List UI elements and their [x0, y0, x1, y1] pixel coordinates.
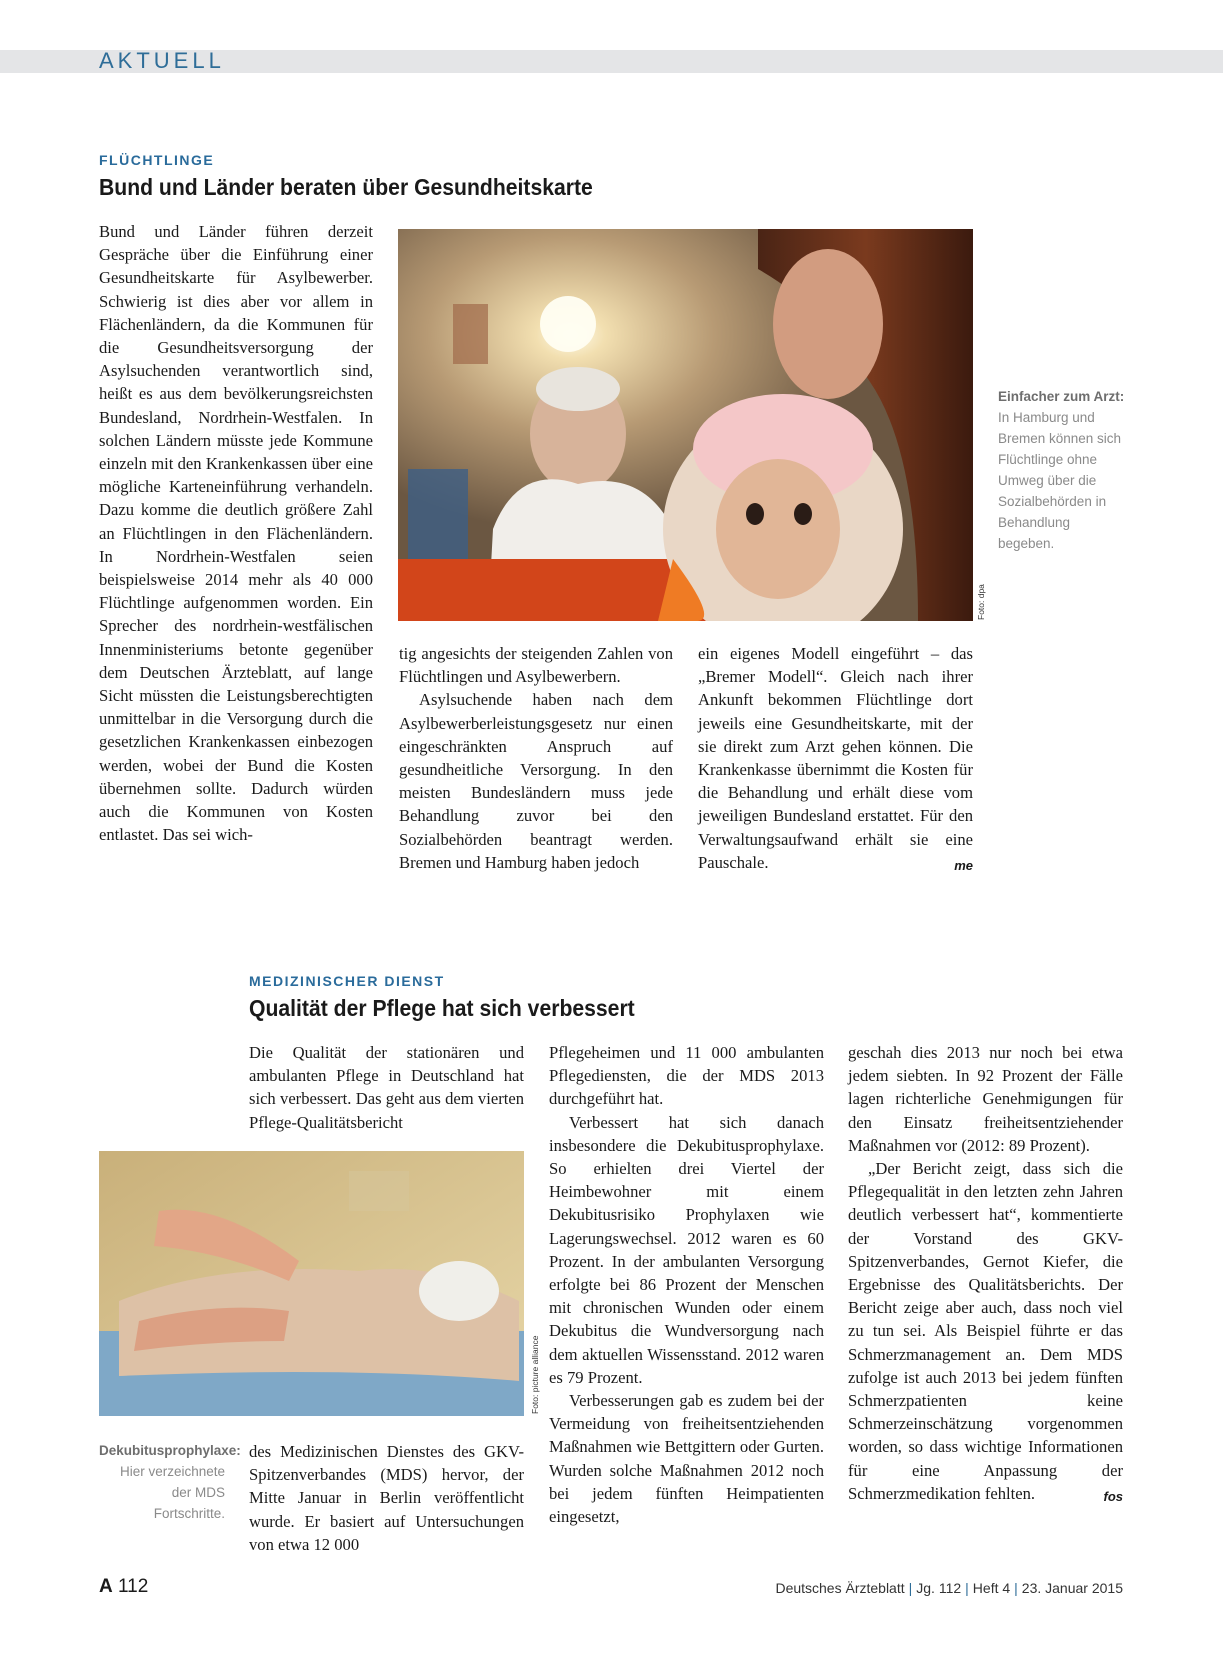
article2-caption-bold: Dekubitusprophylaxe: [99, 1443, 241, 1458]
article1-caption-bold: Einfacher zum Arzt: [998, 389, 1125, 404]
doctor-mother-child-photo [398, 229, 973, 621]
article1-column-2 [399, 642, 673, 874]
article1-headline: Bund und Länder beraten über Gesundheitskarte [99, 174, 593, 200]
article2-photo-credit: Foto: picture alliance [530, 1335, 540, 1414]
article2-signature: fos [1103, 1488, 1123, 1504]
massage-photo [99, 1151, 524, 1416]
article1-column-3 [698, 642, 973, 877]
article1-kicker: FLÜCHTLINGE [99, 152, 215, 168]
journal-info: Deutsches Ärzteblatt | Jg. 112 | Heft 4 | 23. Januar 2015 [775, 1580, 1123, 1596]
article1-col3-text: ein eigenes Modell eingeführt – das „Bremer Modell“. Gleich nach ihrer Ankunft bekommen Flüchtlinge dort jeweils eine Gesundheitskarte, mit der sie direkt zum Arzt gehen können. Die Krankenkasse übernimmt die Kosten für die Behandlung und erhält diese vom jeweiligen Bundesland erstattet. Für den Verwaltungsaufwand erhält sie eine Pauschale. [698, 644, 973, 872]
article2-col3-p2: „Der Bericht zeigt, dass sich die Pflegequalität in den letzten zehn Jahren deutlich verbessert hat“, kommentierte der Vorstand des GKV-Spitzenverbandes, Gernot Kiefer, die Ergebnisse des Qualitätsberichts. Der Bericht zeige aber auch, dass noch viel zu tun sei. Als Beispiel führte er das Schmerzmanagement an. Dem MDS zufolge ist auch 2013 bei jedem fünften Schmerzpatienten keine Schmerzeinschätzung vorgenommen worden, so dass wichtige Informationen für eine Anpassung der Schmerzmedikation fehlten. [848, 1159, 1123, 1503]
article1-col2-p1: tig angesichts der steigenden Zahlen von Flüchtlingen und Asylbewerbern. [399, 644, 673, 687]
section-label: AKTUELL [99, 48, 225, 73]
article2-kicker: MEDIZINISCHER DIENST [249, 973, 445, 989]
article1-signature: me [954, 857, 973, 873]
article2-caption-text: Hier verzeichnete der MDS Fortschritte. [119, 1464, 225, 1521]
article2-column-2 [549, 1041, 824, 1528]
article1-column-1 [99, 220, 373, 846]
page-prefix: A [99, 1576, 113, 1597]
article2-col3-p1: geschah dies 2013 nur noch bei etwa jedem siebten. In 92 Prozent der Fälle lagen richterliche Genehmigungen für den Einsatz freiheitsentziehender Maßnahmen vor (2012: 89 Prozent). [848, 1043, 1123, 1155]
article1-col1-text: Bund und Länder führen derzeit Gespräche über die Einführung einer Gesundheitskarte für Asylbewerber. Schwierig ist dies aber vor allem in Flächenländern, da die Kommunen für die Gesundheitsversorgung der Asylsuchenden verantwortlich sind, heißt es aus dem bevölkerungsreichsten Bundesland, Nordrhein-Westfalen. In solchen Ländern müsste jede Kommune einzeln mit den Krankenkassen über eine mögliche Karteneinführung verhandeln. Dazu komme die deutlich größere Zahl an Flüchtlingen in den Flächenländern. In Nordrhein-Westfalen seien beispielsweise 2014 mehr als 40 000 Flüchtlinge aufgenommen worden. Ein Sprecher des nordrhein-westfälischen Innenministeriums betonte gegenüber dem Deutschen Ärzteblatt, auf lange Sicht müssten die Leistungsberechtigten unmittelbar in die Versorgung durch die gesetzlichen Krankenkassen einbezogen werden, wobei der Bund die Kosten übernehmen sollte. Dadurch würden auch die Kommunen von Kosten entlastet. Das sei wich- [99, 222, 373, 845]
article2-photo [99, 1151, 524, 1416]
article1-col2-p2: Asylsuchende haben nach dem Asylbewerberleistungsgesetz nur einen eingeschränkten Anspruch auf gesundheitliche Versorgung. In den meisten Bundesländern muss jede Behandlung zuvor bei den Sozialbehörden beantragt werden. Bremen und Hamburg haben jedoch [399, 690, 673, 872]
article1-photo-credit: Foto: dpa [976, 584, 986, 620]
journal-issue: Heft 4 [972, 1580, 1011, 1596]
journal-date: 23. Januar 2015 [1021, 1580, 1123, 1596]
article2-col2-p3: Verbesserungen gab es zudem bei der Vermeidung von freiheitsentziehenden Maßnahmen wie Bettgittern oder Gurten. Wurden solche Maßnahmen 2012 noch bei jedem fünften Heimpatienten eingesetzt, [549, 1391, 824, 1527]
article1-photo [398, 229, 973, 621]
page-number [99, 1576, 148, 1598]
article2-headline: Qualität der Pflege hat sich verbessert [249, 995, 635, 1021]
journal-name: Deutsches Ärzteblatt [775, 1580, 905, 1596]
article2-col1-top-text: Die Qualität der stationären und ambulanten Pflege in Deutschland hat sich verbessert. Das geht aus dem vierten Pflege-Qualitätsbericht [249, 1043, 524, 1132]
article1-caption-text: In Hamburg und Bremen können sich Flüchtlinge ohne Umweg über die Sozialbehörden in Behandlung begeben. [998, 410, 1122, 551]
page-number-value: 112 [118, 1576, 149, 1597]
article2-caption [99, 1440, 241, 1524]
article2-column-1-bottom [249, 1440, 524, 1556]
article2-col2-p1: Pflegeheimen und 11 000 ambulanten Pflegediensten, die der MDS 2013 durchgeführt hat. [549, 1043, 824, 1109]
article2-col1-bottom-text: des Medizinischen Dienstes des GKV-Spitzenverbandes (MDS) hervor, der Mitte Januar in Berlin veröffentlicht wurde. Er basiert auf Untersuchungen von etwa 12 000 [249, 1442, 524, 1554]
article2-col2-p2: Verbessert hat sich danach insbesondere die Dekubitusprophylaxe. So erhielten drei Viertel der Heimbewohner mit einem Dekubitusrisiko Prophylaxen wie Lagerungswechsel. 2012 waren es 60 Prozent. In der ambulanten Versorgung erfolgte bei 86 Prozent der Menschen mit chronischen Wunden oder einem Dekubitus die Wundversorgung nach dem aktuellen Wissensstand. 2012 waren es 79 Prozent. [549, 1112, 824, 1387]
article2-column-1-top [249, 1041, 524, 1134]
article1-caption [998, 386, 1128, 554]
article2-column-3 [848, 1041, 1123, 1508]
journal-volume: Jg. 112 [916, 1580, 962, 1596]
